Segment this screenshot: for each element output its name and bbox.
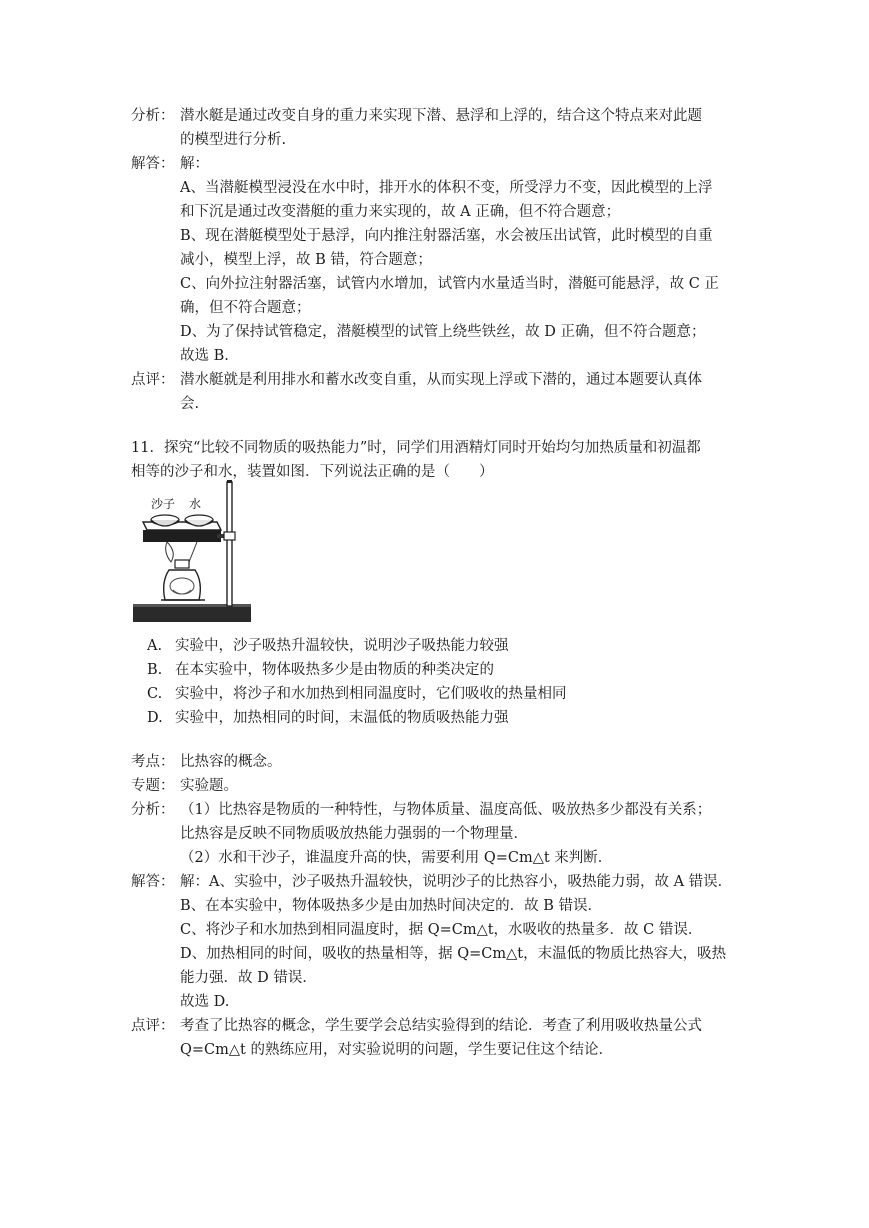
answer-line: D、为了保持试管稳定，潜艇模型的试管上绕些铁丝，故 D 正确，但不符合题意； bbox=[180, 324, 706, 340]
answer-line: 减小，模型上浮，故 B 错，符合题意； bbox=[180, 252, 432, 268]
comment-line: 潜水艇就是利用排水和蓄水改变自重，从而实现上浮或下潜的，通过本题要认真体 bbox=[180, 372, 702, 388]
analysis-line: 的模型进行分析. bbox=[180, 132, 287, 148]
comment-line: Q=Cm△t 的熟练应用，对实验说明的问题，学生要记住这个结论． bbox=[180, 1042, 613, 1058]
platform-side bbox=[143, 530, 221, 542]
question-stem: 11．探究“比较不同物质的吸热能力”时，同学们用酒精灯同时开始均匀加热质量和初温都 bbox=[131, 440, 701, 456]
answer-label: 解答： bbox=[131, 874, 175, 890]
answer-line: A、当潜艇模型浸没在水中时，排开水的体积不变，所受浮力不变，因此模型的上浮 bbox=[180, 180, 713, 196]
analysis-line: （1）比热容是物质的一种特性，与物体质量、温度高低、吸放热多少都没有关系； bbox=[180, 802, 712, 818]
label-water: 水 bbox=[189, 497, 202, 511]
answer-line: C、将沙子和水加热到相同温度时，据 Q=Cm△t，水吸收的热量多．故 C 错误． bbox=[180, 922, 703, 938]
answer-line: 故选 B. bbox=[180, 348, 229, 364]
answer-line: B、在本实验中，物体吸热多少是由加热时间决定的．故 B 错误． bbox=[180, 898, 603, 914]
analysis-line: 潜水艇是通过改变自身的重力来实现下潜、悬浮和上浮的，结合这个特点来对此题 bbox=[180, 108, 702, 124]
analysis-line: （2）水和干沙子，谁温度升高的快，需要利用 Q=Cm△t 来判断． bbox=[180, 850, 613, 866]
answer-line: 确，但不符合题意； bbox=[180, 300, 311, 316]
option-key: C. bbox=[147, 686, 163, 702]
option-text: 实验中，加热相同的时间，末温低的物质吸热能力强 bbox=[175, 710, 509, 726]
option-d[interactable] bbox=[147, 706, 509, 730]
answer-line: 故选 D. bbox=[180, 994, 230, 1010]
option-key: A. bbox=[147, 638, 163, 654]
option-text: 实验中，沙子吸热升温较快，说明沙子吸热能力较强 bbox=[175, 638, 509, 654]
answer-line: 和下沉是通过改变潜艇的重力来实现的，故 A 正确，但不符合题意； bbox=[180, 204, 621, 220]
question-stem: 相等的沙子和水，装置如图．下列说法正确的是（ ） bbox=[131, 464, 494, 480]
stand-base bbox=[133, 606, 251, 622]
comment-label: 点评： bbox=[131, 1018, 175, 1034]
answer-line: B、现在潜艇模型处于悬浮，向内推注射器活塞，水会被压出试管，此时模型的自重 bbox=[180, 228, 713, 244]
lamp-wick-holder bbox=[175, 560, 189, 568]
option-a[interactable] bbox=[147, 634, 509, 658]
analysis-label: 分析： bbox=[131, 802, 175, 818]
answer-line: 解：A、实验中，沙子吸热升温较快，说明沙子的比热容小，吸热能力弱，故 A 错误． bbox=[180, 874, 733, 890]
comment-line: 会. bbox=[180, 396, 200, 412]
point-text: 比热容的概念。 bbox=[180, 754, 282, 770]
topic-text: 实验题。 bbox=[180, 778, 238, 794]
point-label: 考点： bbox=[131, 754, 175, 770]
heating-apparatus-diagram bbox=[131, 478, 253, 626]
label-sand: 沙子 bbox=[151, 497, 176, 511]
option-b[interactable] bbox=[147, 658, 494, 682]
alcohol-lamp bbox=[164, 570, 201, 600]
answer-line: 解： bbox=[180, 156, 209, 172]
answer-line: 能力强．故 D 错误． bbox=[180, 970, 317, 986]
experiment-figure bbox=[131, 478, 253, 626]
answer-line: C、向外拉注射器活塞，试管内水增加，试管内水量适当时，潜艇可能悬浮，故 C 正 bbox=[180, 276, 719, 292]
option-c[interactable] bbox=[147, 682, 567, 706]
topic-label: 专题： bbox=[131, 778, 175, 794]
answer-label: 解答： bbox=[131, 156, 175, 172]
comment-line: 考查了比热容的概念，学生要学会总结实验得到的结论．考查了利用吸收热量公式 bbox=[180, 1018, 702, 1034]
analysis-label: 分析： bbox=[131, 108, 175, 124]
option-key: B. bbox=[147, 662, 163, 678]
option-key: D. bbox=[147, 710, 163, 726]
analysis-line: 比热容是反映不同物质吸放热能力强弱的一个物理量． bbox=[180, 826, 528, 842]
stand-rod bbox=[227, 482, 232, 606]
option-text: 在本实验中，物体吸热多少是由物质的种类决定的 bbox=[175, 662, 494, 678]
option-text: 实验中，将沙子和水加热到相同温度时，它们吸收的热量相同 bbox=[175, 686, 567, 702]
answer-line: D、加热相同的时间，吸收的热量相等，据 Q=Cm△t，末温低的物质比热容大，吸热 bbox=[180, 946, 727, 962]
comment-label: 点评： bbox=[131, 372, 175, 388]
